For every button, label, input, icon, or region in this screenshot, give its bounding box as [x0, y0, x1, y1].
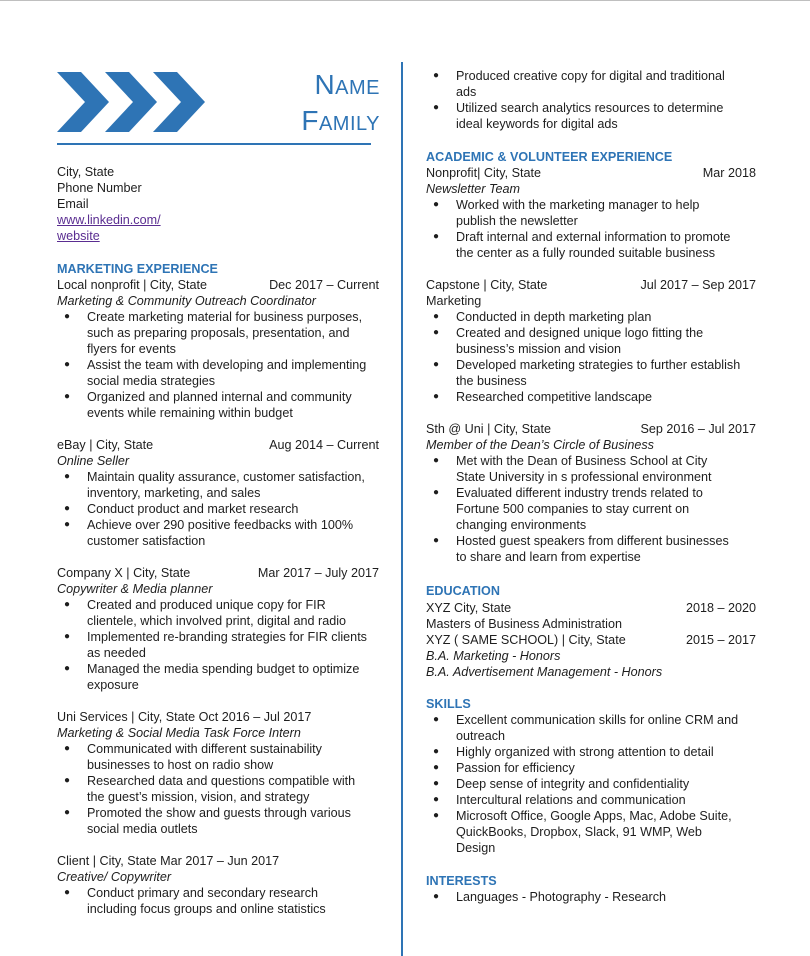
academic-1-location: | City, State — [479, 278, 548, 292]
job-3-role: Marketing & Social Media Task Force Intern — [57, 726, 301, 740]
academic-section-title: ACADEMIC & VOLUNTEER EXPERIENCE — [426, 150, 673, 164]
bullet-text: Excellent communication skills for online CRM and — [456, 713, 739, 727]
job-0-location: | City, State — [139, 278, 208, 292]
edu-school-2-org: XYZ ( SAME SCHOOL) — [426, 633, 559, 647]
bullet-dot: ● — [433, 810, 440, 821]
contact-location: City, State — [57, 165, 115, 179]
bullet-text: customer satisfaction — [87, 534, 206, 548]
bullet-dot: ● — [433, 714, 440, 725]
bullet-text: Fortune 500 companies to stay current on — [456, 502, 690, 516]
bullet-text: Organized and planned internal and community — [87, 390, 352, 404]
academic-0-org: Nonprofit — [426, 166, 478, 180]
chevron-3 — [153, 72, 205, 132]
bullet-text: businesses to host on radio show — [87, 758, 274, 772]
bullet-text: QuickBooks, Dropbox, Slack, 91 WMP, Web — [456, 825, 702, 839]
edu-school-2-dates: 2015 – 2017 — [685, 633, 756, 647]
contact-email: Email — [57, 197, 89, 211]
chevron-2 — [105, 72, 157, 132]
bullet-text: Maintain quality assurance, customer satisfaction, — [87, 470, 365, 484]
bullet-dot: ● — [64, 887, 71, 898]
bullet-dot: ● — [433, 102, 440, 113]
skills-section-title: SKILLS — [426, 697, 471, 711]
academic-1-org: Capstone — [426, 278, 480, 292]
linkedin-link[interactable]: www.linkedin.com/ — [57, 213, 161, 227]
edu-degree-1: Masters of Business Administration — [426, 617, 622, 631]
bullet-dot: ● — [64, 807, 71, 818]
bullet-text: Researched competitive landscape — [456, 390, 653, 404]
bullet-text: Evaluated different industry trends related to — [456, 486, 703, 500]
academic-0-role: Newsletter Team — [426, 182, 521, 196]
bullet-dot: ● — [433, 762, 440, 773]
edu-degree-2b: B.A. Advertisement Management - Honors — [426, 665, 663, 679]
bullet-text: Hosted guest speakers from different businesses — [456, 534, 729, 548]
interests-section-title: INTERESTS — [426, 874, 497, 888]
bullet-dot: ● — [433, 70, 440, 81]
bullet-text: events while remaining within budget — [87, 406, 293, 420]
job-0-dates: Dec 2017 – Current — [269, 278, 379, 292]
bullet-text: Intercultural relations and communication — [456, 793, 686, 807]
bullet-text: Microsoft Office, Google Apps, Mac, Adobe Suite, — [456, 809, 732, 823]
bullet-dot: ● — [433, 535, 440, 546]
bullet-text: Created and produced unique copy for FIR — [87, 598, 326, 612]
bullet-dot: ● — [64, 743, 71, 754]
bullet-dot: ● — [433, 746, 440, 757]
bullet-text: Achieve over 290 positive feedbacks with 100% — [87, 518, 354, 532]
bullet-dot: ● — [64, 775, 71, 786]
education-section-title: EDUCATION — [426, 584, 500, 598]
bullet-dot: ● — [64, 391, 71, 402]
bullet-text: Conduct product and market research — [87, 502, 299, 516]
name-last: Family — [301, 105, 380, 136]
name-first: Name — [314, 69, 380, 100]
bullet-dot: ● — [433, 359, 440, 370]
bullet-text: changing environments — [456, 518, 587, 532]
academic-2-role: Member of the Dean’s Circle of Business — [426, 438, 654, 452]
bullet-dot: ● — [433, 231, 440, 242]
bullet-dot: ● — [433, 794, 440, 805]
job-0-role: Marketing & Community Outreach Coordinator — [57, 294, 316, 308]
job-0-header — [57, 277, 379, 293]
job-3-location: | City, State Oct 2016 – Jul 2017 — [127, 710, 312, 724]
job-2-header — [57, 565, 379, 581]
bullet-text: Design — [456, 841, 496, 855]
job-4-org: Client — [57, 854, 90, 868]
bullet-text: ideal keywords for digital ads — [456, 117, 618, 131]
bullet-text: to share and learn from expertise — [456, 550, 641, 564]
bullet-text: Conducted in depth marketing plan — [456, 310, 652, 324]
edu-school-1-org: XYZ — [426, 601, 451, 615]
marketing-section-title: MARKETING EXPERIENCE — [57, 262, 218, 276]
bullet-text: State University in s professional environment — [456, 470, 712, 484]
bullet-text: business’s mission and vision — [456, 342, 621, 356]
bullet-text: Draft internal and external information to promote — [456, 230, 731, 244]
bullet-text: flyers for events — [87, 342, 176, 356]
bullet-text: such as preparing proposals, presentation, and — [87, 326, 350, 340]
job-4-role: Creative/ Copywriter — [57, 870, 172, 884]
academic-1-role: Marketing — [426, 294, 482, 308]
contact-phone: Phone Number — [57, 181, 142, 195]
bullet-dot: ● — [433, 891, 440, 902]
job-1-org: eBay — [57, 438, 86, 452]
bullet-dot: ● — [64, 663, 71, 674]
bullet-text: inventory, marketing, and sales — [87, 486, 261, 500]
bullet-text: Conduct primary and secondary research — [87, 886, 318, 900]
bullet-text: Implemented re-branding strategies for FIR clients — [87, 630, 367, 644]
academic-2-header — [426, 421, 756, 437]
bullet-dot: ● — [433, 455, 440, 466]
bullet-text: Highly organized with strong attention to detail — [456, 745, 714, 759]
chevron-logo-icon — [57, 72, 207, 132]
bullet-text: Created and designed unique logo fitting the — [456, 326, 704, 340]
bullet-text: the guest’s mission, vision, and strategy — [87, 790, 310, 804]
bullet-text: Deep sense of integrity and confidentiality — [456, 777, 690, 791]
bullet-text: Produced creative copy for digital and traditional — [456, 69, 725, 83]
bullet-text: Worked with the marketing manager to help — [456, 198, 700, 212]
bullet-text: Met with the Dean of Business School at City — [456, 454, 708, 468]
bullet-text: social media strategies — [87, 374, 216, 388]
job-1-location: | City, State — [85, 438, 154, 452]
bullet-text: Promoted the show and guests through various — [87, 806, 351, 820]
bullet-text: social media outlets — [87, 822, 198, 836]
bullet-text: Languages - Photography - Research — [456, 890, 667, 904]
column-divider — [401, 62, 403, 956]
academic-2-org: Sth @ Uni — [426, 422, 484, 436]
bullet-dot: ● — [433, 778, 440, 789]
job-4-header — [57, 853, 379, 869]
bullet-text: Assist the team with developing and implementing — [87, 358, 367, 372]
bullet-text: Developed marketing strategies to further establish — [456, 358, 741, 372]
job-2-location: | City, State — [122, 566, 191, 580]
bullet-dot: ● — [433, 487, 440, 498]
edu-school-2-header — [426, 632, 756, 648]
job-1-header — [57, 437, 379, 453]
bullet-text: the business — [456, 374, 527, 388]
academic-1-header — [426, 277, 756, 293]
job-2-role: Copywriter & Media planner — [57, 582, 213, 596]
job-1-role: Online Seller — [57, 454, 130, 468]
bullet-text: Passion for efficiency — [456, 761, 575, 775]
bullet-dot: ● — [433, 327, 440, 338]
bullet-text: clientele, which involved print, digital and radio — [87, 614, 347, 628]
website-link[interactable]: website — [57, 229, 100, 243]
academic-1-dates: Jul 2017 – Sep 2017 — [640, 278, 756, 292]
bullet-text: Create marketing material for business purposes, — [87, 310, 363, 324]
bullet-text: Communicated with different sustainability — [87, 742, 322, 756]
bullet-dot: ● — [64, 311, 71, 322]
bullet-text: ads — [456, 85, 477, 99]
edu-school-1-dates: 2018 – 2020 — [685, 601, 756, 615]
edu-school-1-location: City, State — [450, 601, 512, 615]
bullet-dot: ● — [433, 311, 440, 322]
bullet-text: outreach — [456, 729, 506, 743]
job-4-location: | City, State Mar 2017 – Jun 2017 — [89, 854, 280, 868]
job-3-header — [57, 709, 379, 725]
job-2-org: Company X — [57, 566, 123, 580]
bullet-dot: ● — [64, 359, 71, 370]
job-3-org: Uni Services — [57, 710, 128, 724]
bullet-text: Utilized search analytics resources to determine — [456, 101, 724, 115]
name-heading — [272, 67, 380, 139]
academic-0-location: | City, State — [477, 166, 542, 180]
bullet-text: as needed — [87, 646, 146, 660]
top-border — [0, 0, 810, 1]
bullet-dot: ● — [64, 631, 71, 642]
edu-school-1-header — [426, 600, 756, 616]
edu-degree-2a: B.A. Marketing - Honors — [426, 649, 561, 663]
name-underline — [57, 143, 371, 145]
job-0-org: Local nonprofit — [57, 278, 140, 292]
bullet-dot: ● — [64, 503, 71, 514]
bullet-text: Researched data and questions compatible with — [87, 774, 356, 788]
academic-0-header — [426, 165, 756, 181]
academic-2-location: | City, State — [483, 422, 552, 436]
bullet-text: the center as a fully rounded suitable business — [456, 246, 716, 260]
bullet-text: exposure — [87, 678, 139, 692]
bullet-dot: ● — [64, 471, 71, 482]
job-1-dates: Aug 2014 – Current — [269, 438, 379, 452]
bullet-dot: ● — [64, 519, 71, 530]
job-2-dates: Mar 2017 – July 2017 — [257, 566, 379, 580]
bullet-text: publish the newsletter — [456, 214, 578, 228]
bullet-text: Managed the media spending budget to optimize — [87, 662, 360, 676]
chevron-1 — [57, 72, 109, 132]
academic-0-dates: Mar 2018 — [702, 166, 756, 180]
academic-2-dates: Sep 2016 – Jul 2017 — [640, 422, 756, 436]
bullet-dot: ● — [433, 391, 440, 402]
bullet-dot: ● — [433, 199, 440, 210]
bullet-dot: ● — [64, 599, 71, 610]
edu-school-2-location: | City, State — [558, 633, 626, 647]
bullet-text: including focus groups and online statistics — [87, 902, 326, 916]
